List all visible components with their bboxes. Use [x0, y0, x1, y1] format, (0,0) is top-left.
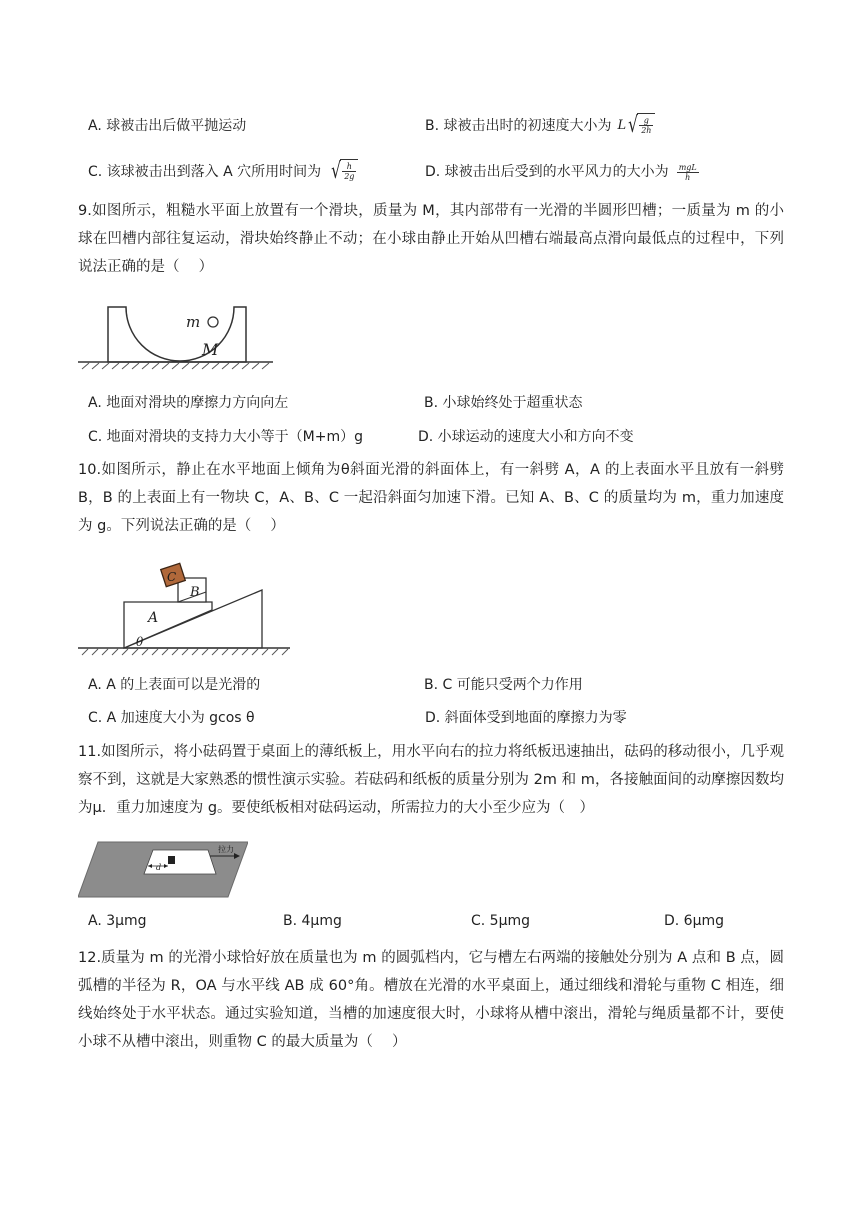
q10-option-a: A. A 的上表面可以是光滑的	[88, 677, 261, 693]
q11-option-a: A. 3μmg	[88, 913, 147, 929]
q8-d-num: mgL	[678, 162, 697, 172]
q11-figure	[78, 840, 248, 900]
q8-b-den: 2h	[641, 125, 652, 135]
q9-label-m: m	[186, 313, 201, 331]
q9-figure	[78, 303, 273, 371]
q8-option-d-prefix: D. 球被击出后受到的水平风力的大小为	[425, 164, 669, 180]
q9-option-b: B. 小球始终处于超重状态	[424, 395, 583, 411]
q11-label-force: 拉力	[218, 845, 234, 854]
q11-option-d: D. 6μmg	[664, 913, 725, 929]
q8-c-den: 2g	[344, 171, 355, 181]
q8-d-den: h	[685, 172, 691, 182]
q12-stem: 12.质量为 m 的光滑小球恰好放在质量也为 m 的圆弧档内，它与槽左右两端的接触处分别为 A 点和 B 点，圆弧槽的半径为 R，OA 与水平线 AB 成 60°角。槽放在光滑的水平桌面上，通过细线和滑轮与重物 C 相连，细线始终处于水平状态。通过实验知道，当槽的加速度很大时，小球将从槽中滚出，滑轮与绳质量都不计，要使小球不从槽中滚出，则重物 C 的最大质量为（ ）	[78, 950, 784, 1050]
q10-option-d: D. 斜面体受到地面的摩擦力为零	[425, 710, 627, 726]
q8-option-b-sqrt: √ $\frac{g}{2h}$	[626, 113, 655, 139]
q10-figure	[78, 560, 294, 660]
q9-option-a: A. 地面对滑块的摩擦力方向向左	[88, 395, 289, 411]
q10-label-C: C	[167, 570, 177, 584]
q10-stem: 10.如图所示，静止在水平地面上倾角为θ斜面光滑的斜面体上，有一斜劈 A，A 的上表面水平且放有一斜劈 B，B 的上表面上有一物块 C，A、B、C 一起沿斜面匀加速下滑。已知 A、B、C 的质量均为 m，重力加速度为 g。下列说法正确的是（ ）	[78, 462, 784, 534]
q9-stem: 9.如图所示，粗糙水平面上放置有一个滑块，质量为 M，其内部带有一光滑的半圆形凹槽；一质量为 m 的小球在凹槽内部往复运动，滑块始终静止不动；在小球由静止开始从凹槽右端最高点滑向最低点的过程中，下列说法正确的是（ ）	[78, 203, 784, 275]
q8-option-a: A. 球被击出后做平抛运动	[88, 118, 247, 134]
q11-option-b: B. 4μmg	[283, 913, 342, 929]
q10-label-B: B	[190, 585, 200, 600]
q11-option-c: C. 5μmg	[471, 913, 531, 929]
q8-option-b	[425, 106, 655, 146]
q10-option-c: C. A 加速度大小为 gcos θ	[88, 710, 255, 726]
q10-label-theta: θ	[136, 635, 144, 649]
q8-option-c-sqrt: √ $\frac{h}{2g}$	[329, 159, 358, 185]
q8-option-b-prefix: B. 球被击出时的初速度大小为	[425, 118, 612, 134]
q9-option-c: C. 地面对滑块的支持力大小等于（M+m）g	[88, 429, 364, 445]
q8-c-num: h	[342, 162, 356, 172]
q8-option-c	[88, 152, 358, 192]
q9-option-d: D. 小球运动的速度大小和方向不变	[418, 429, 634, 445]
q8-option-b-L: L	[617, 118, 627, 133]
q8-option-c-prefix: C. 该球被击出到落入 A 穴所用时间为	[88, 164, 322, 180]
q11-label-d: d	[156, 863, 162, 872]
q9-label-M: M	[202, 340, 219, 359]
q10-option-b: B. C 可能只受两个力作用	[424, 677, 583, 693]
q11-stem: 11.如图所示，将小砝码置于桌面上的薄纸板上，用水平向右的拉力将纸板迅速抽出，砝码的移动很小，几乎观察不到，这就是大家熟悉的惯性演示实验。若砝码和纸板的质量分别为 2m 和 m，各接触面间的动摩擦因数均为μ．重力加速度为 g。要使纸板相对砝码运动，所需拉力的大小至少应为（ ）	[78, 744, 784, 816]
q8-option-d	[425, 152, 701, 192]
q8-b-num: g	[639, 116, 653, 126]
q10-label-A: A	[148, 610, 159, 626]
